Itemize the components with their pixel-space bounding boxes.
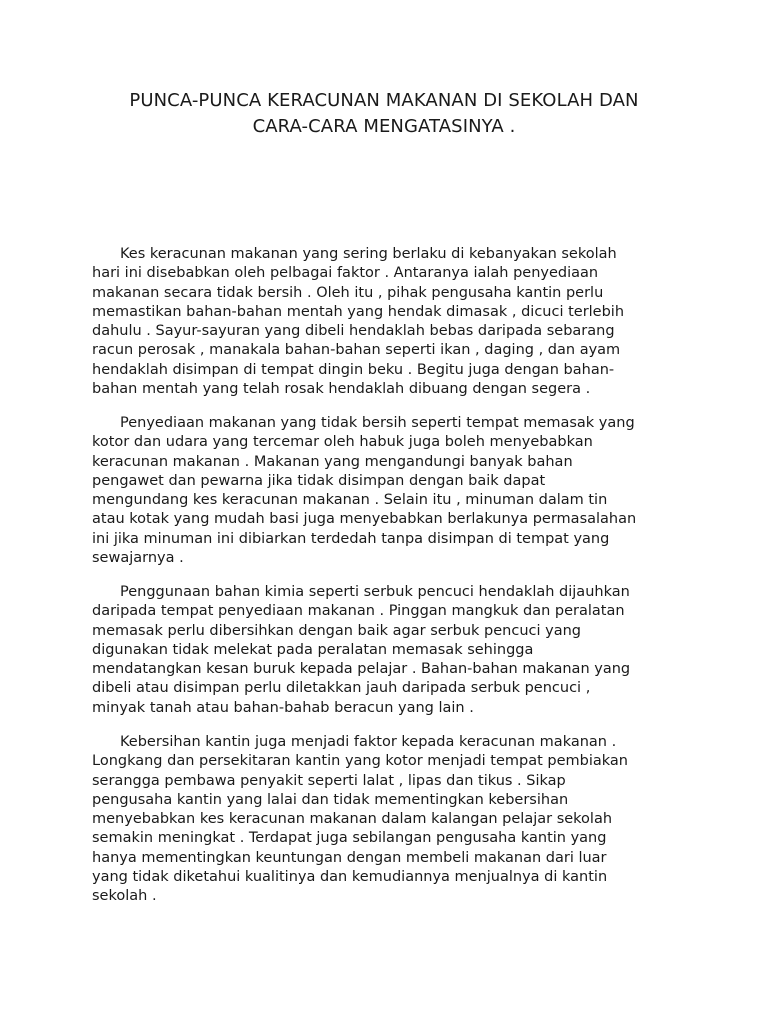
paragraph-line: serangga pembawa penyakit seperti lalat , lipas dan tikus . Sikap	[92, 772, 566, 789]
paragraph-line: atau kotak yang mudah basi juga menyebabkan berlakunya permasalahan	[92, 511, 637, 528]
paragraph-line: semakin meningkat . Terdapat juga sebilangan pengusaha kantin yang	[92, 830, 607, 847]
paragraph-line: Kes keracunan makanan yang sering berlaku di kebanyakan sekolah	[120, 246, 617, 262]
paragraph-line: yang tidak diketahui kualitinya dan kemudiannya menjualnya di kantin	[92, 869, 608, 886]
paragraph-line: racun perosak , manakala bahan-bahan seperti ikan , daging , dan ayam	[92, 342, 621, 359]
paragraph-line: dibeli atau disimpan perlu diletakkan jauh daripada serbuk pencuci ,	[92, 680, 591, 697]
paragraph-line: Penyediaan makanan yang tidak bersih seperti tempat memasak yang	[120, 415, 635, 431]
paragraph-2	[92, 414, 636, 568]
paragraph-line: Longkang dan persekitaran kantin yang kotor menjadi tempat pembiakan	[92, 753, 628, 770]
paragraph-line: mengundang kes keracunan makanan . Selain itu , minuman dalam tin	[92, 492, 608, 509]
paragraph-line: sewajarnya .	[92, 550, 184, 567]
paragraph-line: hanya mementingkan keuntungan dengan membeli makanan dari luar	[92, 849, 607, 866]
paragraph-line: makanan secara tidak bersih . Oleh itu , pihak pengusaha kantin perlu	[92, 284, 604, 301]
paragraph-line: daripada tempat penyediaan makanan . Pinggan mangkuk dan peralatan	[92, 603, 625, 620]
paragraph-line: keracunan makanan . Makanan yang mengandungi banyak bahan	[92, 453, 573, 470]
title-line: PUNCA-PUNCA KERACUNAN MAKANAN DI SEKOLAH DAN	[129, 90, 639, 111]
document-title	[60, 88, 708, 140]
paragraph-line: pengusaha kantin yang lalai dan tidak mementingkan kebersihan	[92, 791, 569, 808]
paragraph-line: bahan mentah yang telah rosak hendaklah dibuang dengan segera .	[92, 381, 591, 398]
paragraph-line: mendatangkan kesan buruk kepada pelajar . Bahan-bahan makanan yang	[92, 661, 631, 678]
paragraph-line: Penggunaan bahan kimia seperti serbuk pencuci hendaklah dijauhkan	[120, 584, 630, 600]
paragraph-line: digunakan tidak melekat pada peralatan memasak sehingga	[92, 641, 534, 658]
paragraph-3	[92, 583, 630, 718]
paragraph-line: sekolah .	[92, 888, 157, 905]
paragraph-line: pengawet dan pewarna jika tidak disimpan dengan baik dapat	[92, 472, 546, 489]
paragraph-line: kotor dan udara yang tercemar oleh habuk juga boleh menyebabkan	[92, 434, 593, 451]
paragraph-line: minyak tanah atau bahan-bahab beracun yang lain .	[92, 699, 474, 716]
paragraph-line: hendaklah disimpan di tempat dingin beku . Begitu juga dengan bahan-	[92, 361, 615, 378]
paragraph-line: memastikan bahan-bahan mentah yang hendak dimasak , dicuci terlebih	[92, 303, 625, 320]
paragraph-1	[92, 245, 624, 399]
paragraph-4	[92, 733, 628, 907]
title-line: CARA-CARA MENGATASINYA .	[252, 116, 516, 137]
paragraph-line: memasak perlu dibersihkan dengan baik agar serbuk pencuci yang	[92, 622, 581, 639]
paragraph-line: Kebersihan kantin juga menjadi faktor kepada keracunan makanan .	[120, 734, 617, 750]
paragraph-line: dahulu . Sayur-sayuran yang dibeli hendaklah bebas daripada sebarang	[92, 323, 615, 340]
paragraph-line: ini jika minuman ini dibiarkan terdedah tanpa disimpan di tempat yang	[92, 530, 610, 547]
paragraph-line: menyebabkan kes keracunan makanan dalam kalangan pelajar sekolah	[92, 811, 613, 828]
paragraph-line: hari ini disebabkan oleh pelbagai faktor . Antaranya ialah penyediaan	[92, 265, 599, 282]
